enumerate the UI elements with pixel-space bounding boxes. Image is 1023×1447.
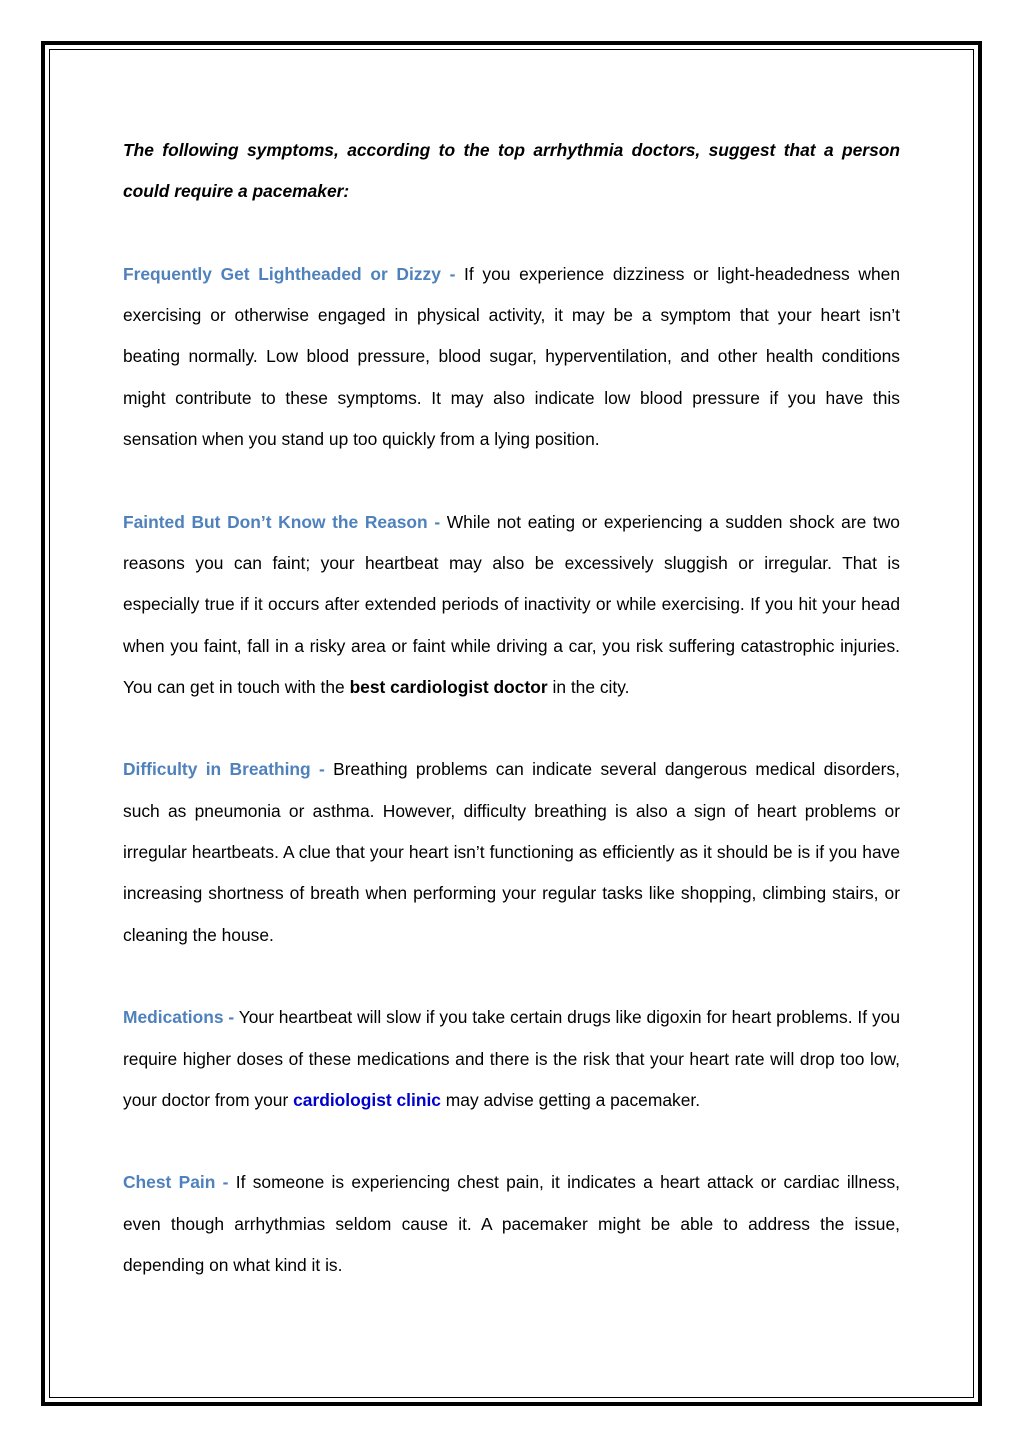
bold-phrase: best cardiologist doctor [349, 676, 548, 697]
section-body: If you experience dizziness or light-headedness when exercising or otherwise engaged in physical activity, it may be a symptom that your heart isn’t beating normally. Low blood pressure, blood sugar, hyperventilation, and other health conditions might contribute to these symptoms. It may also indicate low blood pressure if you have this sensation when you stand up too quickly from a lying position. [123, 263, 900, 450]
section-heading: Fainted But Don’t Know the Reason - [123, 511, 441, 532]
section-lightheaded [123, 254, 900, 460]
section-chest-pain [123, 1162, 900, 1286]
section-heading: Difficulty in Breathing - [123, 759, 325, 780]
section-body-end: in the city. [547, 676, 630, 697]
section-medications [123, 997, 900, 1121]
section-heading: Medications - [123, 1007, 235, 1028]
section-heading: Chest Pain - [123, 1172, 229, 1193]
cardiologist-clinic-link[interactable]: cardiologist clinic [293, 1089, 441, 1110]
section-heading: Frequently Get Lightheaded or Dizzy - [123, 263, 456, 284]
section-fainted [123, 502, 900, 708]
section-body: If someone is experiencing chest pain, it indicates a heart attack or cardiac illness, even though arrhythmias seldom cause it. A pacemaker might be able to address the issue, depending on what kind it is. [123, 1172, 900, 1276]
section-body: Breathing problems can indicate several dangerous medical disorders, such as pneumonia or asthma. However, difficulty breathing is also a sign of heart problems or irregular heartbeats. A clue that your heart isn’t functioning as efficiently as it should be is if you have increasing shortness of breath when performing your regular tasks like shopping, climbing stairs, or cleaning the house. [123, 759, 900, 945]
section-body: While not eating or experiencing a sudden shock are two reasons you can faint; your heartbeat may also be excessively sluggish or irregular. That is especially true if it occurs after extended periods of inactivity or while exercising. If you hit your head when you faint, fall in a risky area or faint while driving a car, you risk suffering catastrophic injuries. You can get in touch with the [123, 511, 900, 697]
section-body: Your heartbeat will slow if you take certain drugs like digoxin for heart problems. If you require higher doses of these medications and there is the risk that your heart rate will drop too low, your doctor from your [123, 1007, 900, 1110]
document-body [123, 130, 900, 1328]
section-body-end: may advise getting a pacemaker. [440, 1089, 701, 1110]
section-breathing [123, 749, 900, 955]
intro-paragraph: The following symptoms, according to the top arrhythmia doctors, suggest that a person could require a pacemaker: [123, 140, 900, 202]
